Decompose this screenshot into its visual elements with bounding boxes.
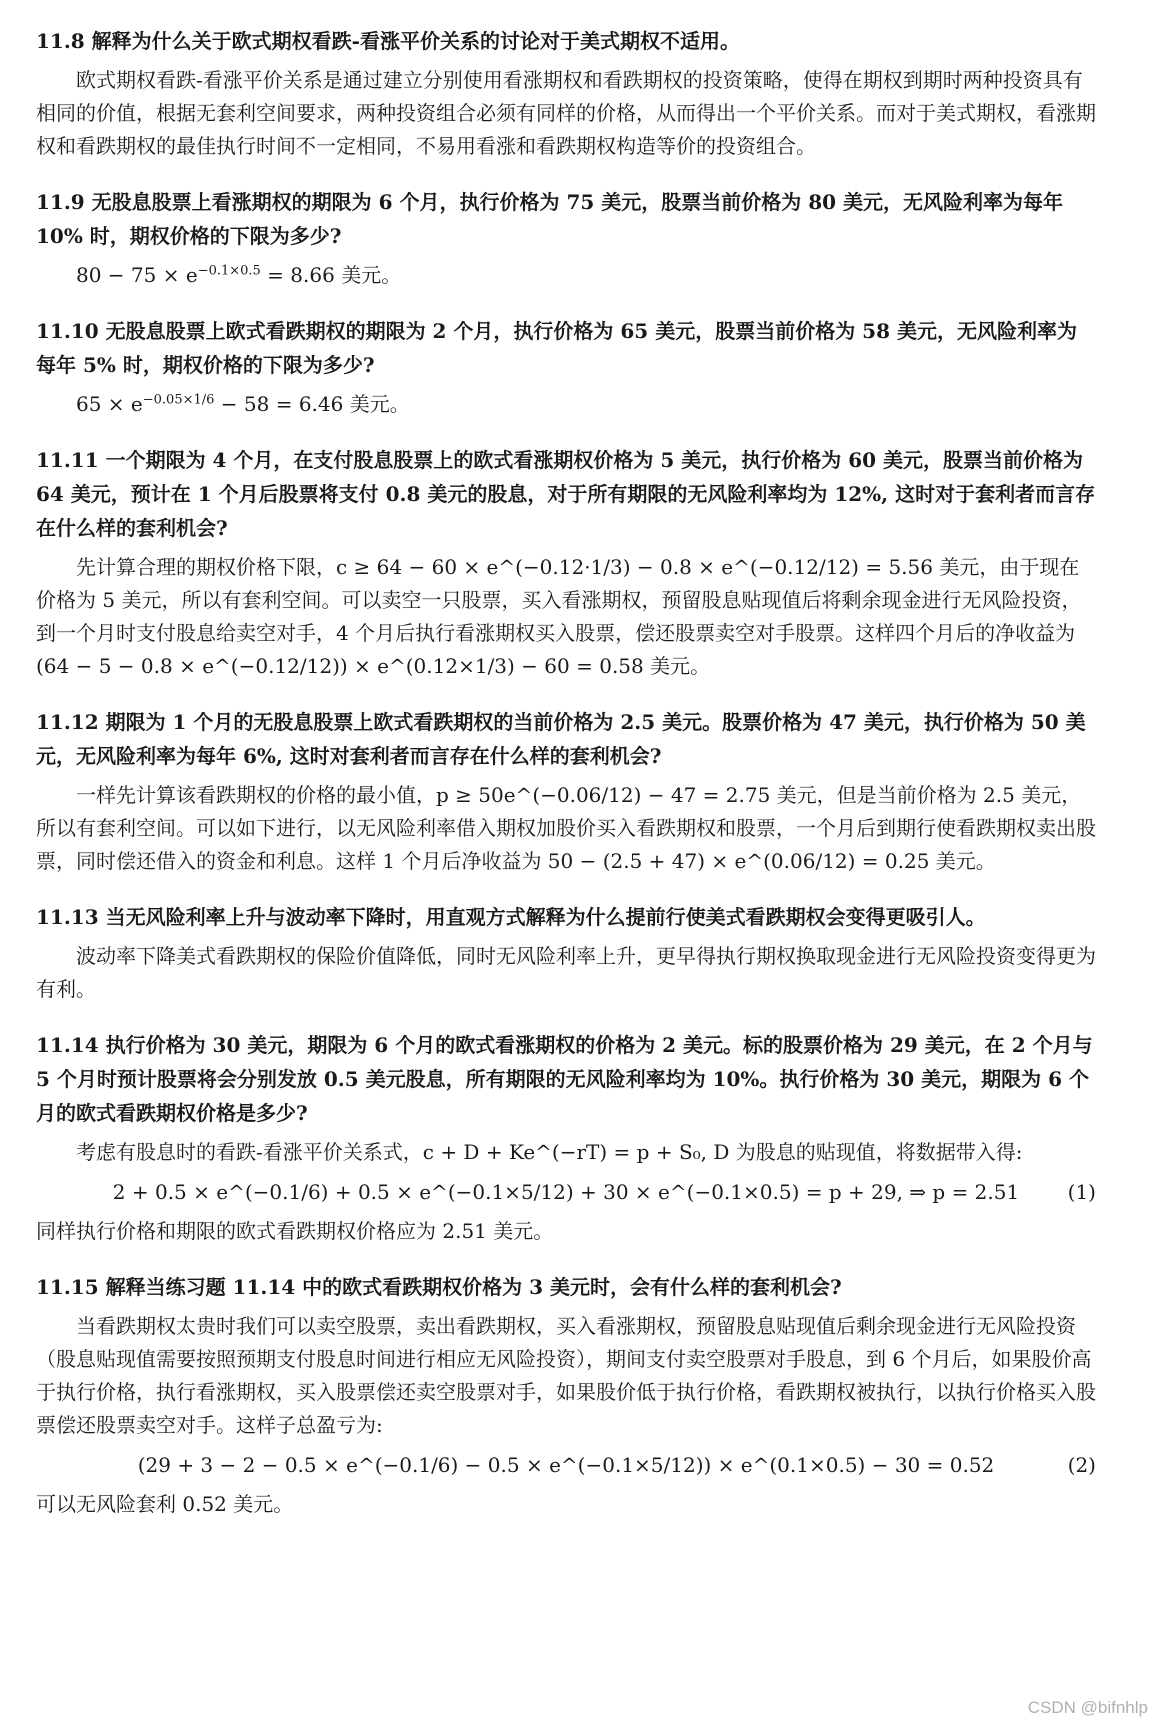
question-11-10: 11.10 无股息股票上欧式看跌期权的期限为 2 个月，执行价格为 65 美元，股票当前价格为 58 美元，无风险利率为每年 5% 时，期权价格的下限为多少?: [36, 319, 1077, 377]
formula-11-9: $80 - 75 \times e^{-0.1\times 0.5} = 8.66$ 美元。: [76, 263, 402, 287]
question-11-13: 11.13 当无风险利率上升与波动率下降时，用直观方式解释为什么提前行使美式看跌期权会变得更吸引人。: [36, 905, 986, 929]
equation-1-body: 2 + 0.5 × e^(−0.1/6) + 0.5 × e^(−0.1×5/12) + 30 × e^(−0.1×0.5) = p + 29, ⇒ p = 2.51: [112, 1180, 1020, 1204]
watermark: CSDN @bifnhlp: [1027, 1698, 1148, 1717]
answer-11-15: 当看跌期权太贵时我们可以卖空股票，卖出看跌期权，买入看涨期权，预留股息贴现值后剩余现金进行无风险投资（股息贴现值需要按照预期支付股息时间进行相应无风险投资），期间支付卖空股票对手股息，到 6 个月后，如果股价高于执行价格，执行看涨期权，买入股票偿还卖空股票对手，如果股价低于执行价格，看跌期权被执行，以执行价格买入股票偿还股票卖空对手。这样子总盈亏为:: [36, 1314, 1096, 1437]
answer-11-12: 一样先计算该看跌期权的价格的最小值，p ≥ 50e^(−0.06/12) − 47 = 2.75 美元，但是当前价格为 2.5 美元，所以有套利空间。可以如下进行，以无风险利率借入期权加股价买入看跌期权和股票，一个月后到期行使看跌期权卖出股票，同时偿还借入的资金和利息。这样 1 个月后净收益为 50 − (2.5 + 47) × e^(0.06/12) = 0.25 美元。: [36, 783, 1096, 873]
question-11-14: 11.14 执行价格为 30 美元，期限为 6 个月的欧式看涨期权的价格为 2 美元。标的股票价格为 29 美元，在 2 个月与 5 个月时预计股票将会分别发放 0.5 美元股息，所有期限的无风险利率均为 10%。执行价格为 30 美元，期限为 6 个月的欧式看跌期权价格是多少?: [36, 1033, 1093, 1125]
equation-1: [36, 1173, 1096, 1211]
equation-1-number: (1): [1067, 1180, 1096, 1204]
equation-2-body: (29 + 3 − 2 − 0.5 × e^(−0.1/6) − 0.5 × e^(−0.1×5/12)) × e^(0.1×0.5) − 30 = 0.52: [137, 1453, 995, 1477]
answer-11-8: 欧式期权看跌-看涨平价关系是通过建立分别使用看涨期权和看跌期权的投资策略，使得在期权到期时两种投资具有相同的价值，根据无套利空间要求，两种投资组合必须有同样的价格，从而得出一个平价关系。而对于美式期权，看涨期权和看跌期权的最佳执行时间不一定相同，不易用看涨和看跌期权构造等价的投资组合。: [36, 68, 1096, 158]
answer-11-14-conclusion: 同样执行价格和期限的欧式看跌期权价格应为 2.51 美元。: [36, 1219, 554, 1243]
equation-2: [36, 1446, 1096, 1484]
answer-11-11: 先计算合理的期权价格下限，c ≥ 64 − 60 × e^(−0.12·1/3) − 0.8 × e^(−0.12/12) = 5.56 美元，由于现在价格为 5 美元，所以有套利空间。可以卖空一只股票，买入看涨期权，预留股息贴现值后将剩余现金进行无风险投资，到一个月时支付股息给卖空对手，4 个月后执行看涨期权买入股票，偿还股票卖空对手股票。这样四个月后的净收益为 (64 − 5 − 0.8 × e^(−0.12/12)) × e^(0.12×1/3) − 60 = 0.58 美元。: [36, 555, 1082, 678]
equation-2-number: (2): [1067, 1453, 1096, 1477]
question-11-12: 11.12 期限为 1 个月的无股息股票上欧式看跌期权的当前价格为 2.5 美元。股票价格为 47 美元，执行价格为 50 美元，无风险利率为每年 6%, 这时对套利者而言存在什么样的套利机会?: [36, 710, 1086, 768]
answer-11-14: 考虑有股息时的看跌-看涨平价关系式，c + D + Ke^(−rT) = p + S₀, D 为股息的贴现值，将数据带入得:: [76, 1140, 1023, 1164]
answer-11-13: 波动率下降美式看跌期权的保险价值降低，同时无风险利率上升，更早得执行期权换取现金进行无风险投资变得更为有利。: [36, 944, 1096, 1001]
answer-11-15-conclusion: 可以无风险套利 0.52 美元。: [36, 1492, 294, 1516]
formula-11-10: $65 \times e^{-0.05\times 1/6} - 58 = 6.46$ 美元。: [76, 392, 410, 416]
document-body: [36, 24, 1096, 1521]
question-11-15: 11.15 解释当练习题 11.14 中的欧式看跌期权价格为 3 美元时，会有什么样的套利机会?: [36, 1275, 842, 1299]
question-11-9: 11.9 无股息股票上看涨期权的期限为 6 个月，执行价格为 75 美元，股票当前价格为 80 美元，无风险利率为每年 10% 时，期权价格的下限为多少?: [36, 190, 1064, 248]
question-11-8: 11.8 解释为什么关于欧式期权看跌-看涨平价关系的讨论对于美式期权不适用。: [36, 29, 740, 53]
question-11-11: 11.11 一个期限为 4 个月，在支付股息股票上的欧式看涨期权价格为 5 美元，执行价格为 60 美元，股票当前价格为 64 美元，预计在 1 个月后股票将支付 0.8 美元的股息，对于所有期限的无风险利率均为 12%, 这时对于套利者而言存在什么样的套利机会?: [36, 448, 1096, 540]
